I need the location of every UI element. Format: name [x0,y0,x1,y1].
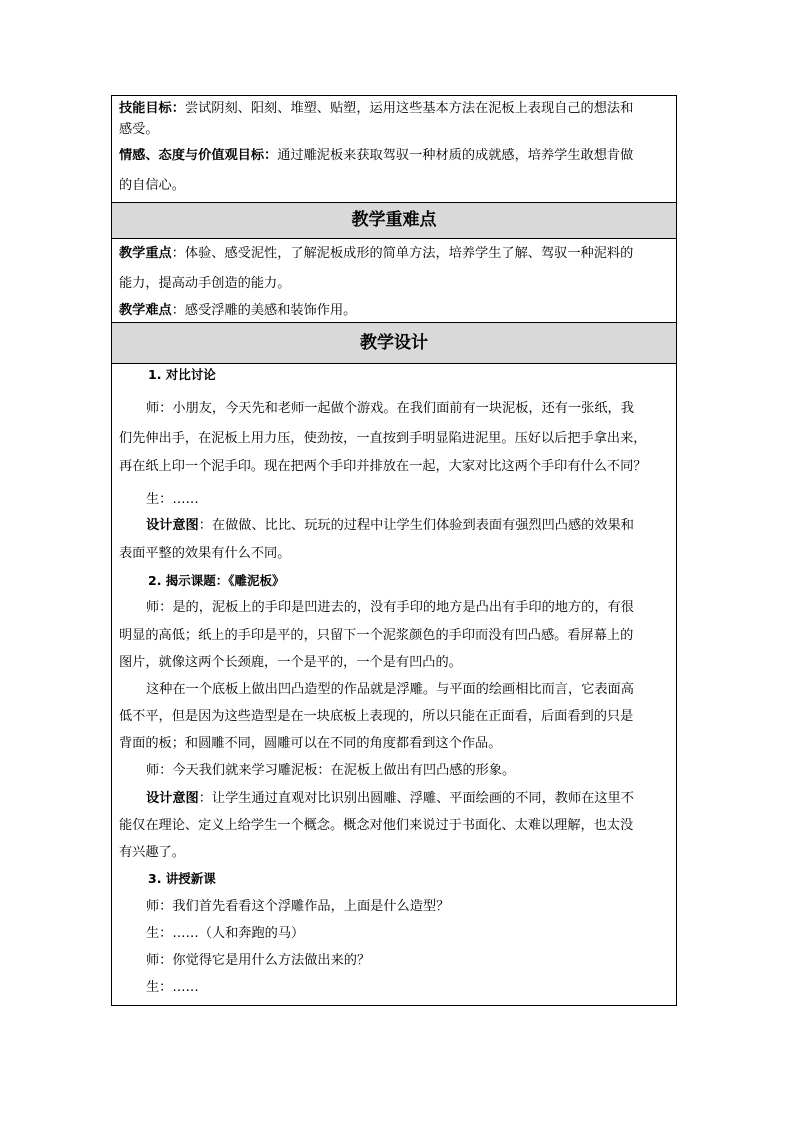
paragraph-line: 图片，就像这两个长颈鹿，一个是平的，一个是有凹凸的。 [119,655,462,670]
skill-goal-line-2: 感受。 [119,122,159,137]
difficulty-label: 教学难点 [119,303,172,318]
paragraph-line: 有兴趣了。 [119,845,185,860]
section-header-teaching-design: 教学设计 [112,323,676,363]
paragraph-line: 表面平整的效果有什么不同。 [119,546,291,561]
attitude-goal-line-1: 情感、态度与价值观目标：通过雕泥板来获取驾驭一种材质的成就感，培养学生敢想肯做 [119,148,634,163]
design-intent-1-line-1: 设计意图：在做做、比比、玩玩的过程中让学生们体验到表面有强烈凹凸感的效果和 [146,518,634,533]
lesson-plan-table [111,95,677,1006]
heading-compare-discuss: 1. 对比讨论 [148,367,216,382]
paragraph-line: 背面的板；和圆雕不同，圆雕可以在不同的角度都看到这个作品。 [119,736,502,751]
design-intent-label: 设计意图 [146,518,199,533]
paragraph-line: 师：你觉得它是用什么方法做出来的？ [146,953,371,968]
skill-goal-line-1: 技能目标：尝试阴刻、阳刻、堆塑、贴塑，运用这些基本方法在泥板上表现自己的想法和 [119,101,634,116]
heading-reveal-topic: 2. 揭示课题：《雕泥板》 [148,573,285,588]
difficulty-line: 教学难点：感受浮雕的美感和装饰作用。 [119,303,357,318]
paragraph-line: 生：…… [146,492,199,507]
design-intent-label: 设计意图 [146,791,199,806]
heading-new-lesson: 3. 讲授新课 [148,871,216,886]
paragraph-line: 师：小朋友，今天先和老师一起做个游戏。在我们面前有一块泥板，还有一张纸，我 [146,401,634,416]
section-header-key-points: 教学重难点 [112,203,676,238]
paragraph-line: 师：我们首先看看这个浮雕作品，上面是什么造型？ [146,899,450,914]
paragraph-line: 再在纸上印一个泥手印。现在把两个手印并排放在一起，大家对比这两个手印有什么不同？ [119,459,647,474]
paragraph-line: 这种在一个底板上做出凹凸造型的作品就是浮雕。与平面的绘画相比而言，它表面高 [146,682,634,697]
attitude-goal-line-2: 的自信心。 [119,178,185,193]
attitude-goal-label: 情感、态度与价值观目标： [119,148,278,163]
paragraph-line: 们先伸出手，在泥板上用力压，使劲按，一直按到手明显陷进泥里。压好以后把手拿出来， [119,431,647,446]
paragraph-line: 生：……（人和奔跑的马） [146,926,305,941]
key-point-line-1: 教学重点：体验、感受泥性，了解泥板成形的简单方法，培养学生了解、驾驭一种泥料的 [119,246,634,261]
divider [112,363,676,364]
paragraph-line: 师：是的，泥板上的手印是凹进去的，没有手印的地方是凸出有手印的地方的，有很 [146,600,634,615]
paragraph-line: 低不平，但是因为这些造型是在一块底板上表现的，所以只能在正面看，后面看到的只是 [119,709,634,724]
paragraph-line: 明显的高低；纸上的手印是平的，只留下一个泥浆颜色的手印而没有凹凸感。看屏幕上的 [119,628,634,643]
skill-goal-label: 技能目标： [119,101,185,116]
key-point-line-2: 能力，提高动手创造的能力。 [119,276,291,291]
paragraph-line: 师：今天我们就来学习雕泥板：在泥板上做出有凹凸感的形象。 [146,763,516,778]
design-intent-2-line-1: 设计意图：让学生通过直观对比识别出圆雕、浮雕、平面绘画的不同，教师在这里不 [146,791,634,806]
divider [112,238,676,239]
paragraph-line: 能仅在理论、定义上给学生一个概念。概念对他们来说过于书面化、太难以理解，也太没 [119,818,634,833]
paragraph-line: 生：…… [146,980,199,995]
key-point-label: 教学重点 [119,246,172,261]
